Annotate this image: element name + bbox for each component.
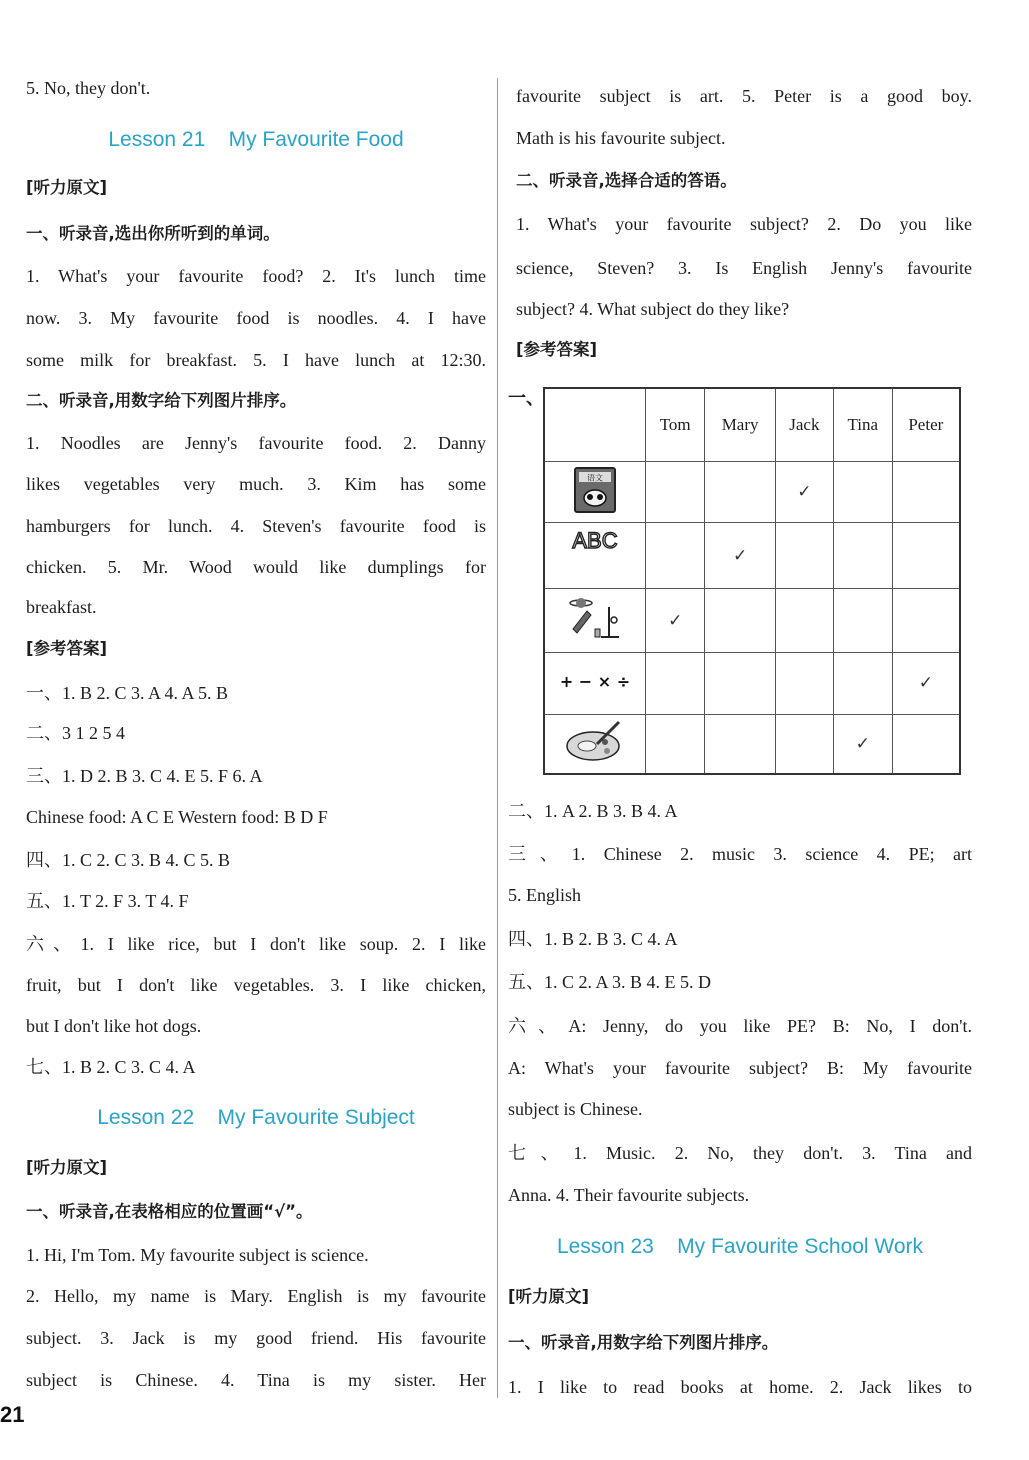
column-header: Tina — [833, 388, 892, 462]
table-cell — [775, 589, 833, 653]
table-header-row — [544, 388, 960, 462]
answer-line: 六、A: Jenny, do you like PE? B: No, I don't. — [508, 1016, 972, 1036]
math-operators-icon — [544, 653, 646, 714]
answer-line: 四、1. B 2. B 3. C 4. A — [508, 929, 678, 949]
answer-line: Anna. 4. Their favourite subjects. — [508, 1185, 750, 1205]
text-line: 1. I like to read books at home. 2. Jack likes to — [508, 1377, 972, 1397]
answer-line: but I don't like hot dogs. — [26, 1016, 202, 1036]
table-cell — [833, 523, 892, 589]
text-line: chicken. 5. Mr. Wood would like dumplings for — [26, 557, 486, 577]
table-row — [544, 714, 960, 774]
text-line: subject is Chinese. 4. Tina is my sister. Her — [26, 1370, 486, 1390]
table-cell — [833, 589, 892, 653]
answer-line: 七、1. Music. 2. No, they don't. 3. Tina and — [508, 1143, 972, 1163]
text-line: hamburgers for lunch. 4. Steven's favourite food is — [26, 516, 486, 536]
table-row — [544, 653, 960, 714]
transcript-label: [听力原文] — [508, 1287, 590, 1306]
answer-line: 五、1. C 2. A 3. B 4. E 5. D — [508, 972, 712, 992]
answer-line: fruit, but I don't like vegetables. 3. I like chicken, — [26, 975, 486, 995]
text-line: now. 3. My favourite food is noodles. 4. I have — [26, 308, 486, 328]
svg-text:+ − × ÷: + − × ÷ — [559, 671, 631, 691]
text-line: 2. Hello, my name is Mary. English is my favourite — [26, 1286, 486, 1306]
table-cell — [775, 653, 833, 714]
text-line: likes vegetables very much. 3. Kim has some — [26, 474, 486, 494]
transcript-label: [听力原文] — [26, 1158, 108, 1177]
text-line: subject? 4. What subject do they like? — [516, 299, 790, 319]
lesson-23-title: Lesson 23 My Favourite School Work — [556, 1235, 924, 1258]
section-header: 二、听录音,用数字给下列图片排序。 — [26, 391, 297, 410]
table-row — [544, 589, 960, 653]
answer-table — [543, 387, 961, 775]
chinese-book-icon — [544, 462, 646, 523]
check-mark-cell: ✓ — [833, 714, 892, 774]
table-cell — [705, 462, 775, 523]
table-corner-cell — [544, 388, 646, 462]
answer-line: 三、1. Chinese 2. music 3. science 4. PE; art — [508, 844, 972, 864]
text-line: breakfast. — [26, 597, 97, 617]
answer-line: 五、1. T 2. F 3. T 4. F — [26, 891, 189, 911]
table-row — [544, 523, 960, 589]
text-line: science, Steven? 3. Is English Jenny's favourite — [516, 258, 972, 278]
table-cell — [646, 523, 705, 589]
answer-line: 三、1. D 2. B 3. C 4. E 5. F 6. A — [26, 766, 263, 786]
english-abc-icon — [544, 523, 646, 589]
check-mark-cell: ✓ — [646, 589, 705, 653]
table-cell — [833, 653, 892, 714]
svg-text:语文: 语文 — [587, 473, 603, 483]
answer-line: 六、1. I like rice, but I don't like soup. 2. I like — [26, 934, 486, 954]
check-mark-cell: ✓ — [705, 523, 775, 589]
answer-line: 二、3 1 2 5 4 — [26, 723, 125, 743]
answer-line: 四、1. C 2. C 3. B 4. C 5. B — [26, 850, 231, 870]
answer-line: 5. English — [508, 885, 582, 905]
answer-line: 二、1. A 2. B 3. B 4. A — [508, 801, 678, 821]
text-line: 1. Noodles are Jenny's favourite food. 2. Danny — [26, 433, 486, 453]
text-line: 1. What's your favourite food? 2. It's lunch time — [26, 266, 486, 286]
section-header: 一、听录音,在表格相应的位置画“√”。 — [26, 1202, 313, 1221]
transcript-label: [听力原文] — [26, 178, 108, 197]
art-palette-icon — [544, 714, 646, 774]
table-cell — [892, 589, 960, 653]
table-row — [544, 462, 960, 523]
table-cell — [775, 523, 833, 589]
table-cell — [646, 714, 705, 774]
svg-text:ABC: ABC — [572, 528, 618, 554]
column-divider — [497, 78, 498, 1398]
answer-line: subject is Chinese. — [508, 1099, 643, 1119]
text-line: 1. Hi, I'm Tom. My favourite subject is science. — [26, 1245, 369, 1265]
column-header: Peter — [892, 388, 960, 462]
answers-label: [参考答案] — [516, 340, 598, 359]
section-header: 二、听录音,选择合适的答语。 — [516, 171, 737, 190]
answer-line: 七、1. B 2. C 3. C 4. A — [26, 1057, 196, 1077]
answer-line: A: What's your favourite subject? B: My favourite — [508, 1058, 972, 1078]
page-number: 21 — [0, 1402, 25, 1427]
table-label: 一、 — [508, 388, 544, 409]
column-header: Jack — [775, 388, 833, 462]
table-cell — [892, 462, 960, 523]
text-line: Math is his favourite subject. — [516, 128, 726, 148]
table-cell — [646, 653, 705, 714]
science-lab-icon — [544, 589, 646, 653]
table-cell — [892, 523, 960, 589]
table-cell — [646, 462, 705, 523]
text-line: 5. No, they don't. — [26, 78, 151, 98]
table-cell — [705, 653, 775, 714]
table-cell — [892, 714, 960, 774]
lesson-22-title: Lesson 22 My Favourite Subject — [97, 1106, 415, 1129]
column-header: Tom — [646, 388, 705, 462]
section-header: 一、听录音,用数字给下列图片排序。 — [508, 1333, 779, 1352]
text-line: 1. What's your favourite subject? 2. Do you like — [516, 214, 972, 234]
text-line: subject. 3. Jack is my good friend. His favourite — [26, 1328, 486, 1348]
answers-label: [参考答案] — [26, 639, 108, 658]
table-cell — [833, 462, 892, 523]
check-mark-cell: ✓ — [775, 462, 833, 523]
table-cell — [775, 714, 833, 774]
answer-line: Chinese food: A C E Western food: B D F — [26, 807, 328, 827]
table-cell — [705, 589, 775, 653]
check-mark-cell: ✓ — [892, 653, 960, 714]
section-header: 一、听录音,选出你所听到的单词。 — [26, 224, 280, 243]
text-line: favourite subject is art. 5. Peter is a good boy. — [516, 86, 972, 106]
text-line: some milk for breakfast. 5. I have lunch at 12:30. — [26, 350, 486, 370]
column-header: Mary — [705, 388, 775, 462]
answer-line: 一、1. B 2. C 3. A 4. A 5. B — [26, 683, 229, 703]
table-cell — [705, 714, 775, 774]
lesson-21-title: Lesson 21 My Favourite Food — [108, 128, 404, 151]
